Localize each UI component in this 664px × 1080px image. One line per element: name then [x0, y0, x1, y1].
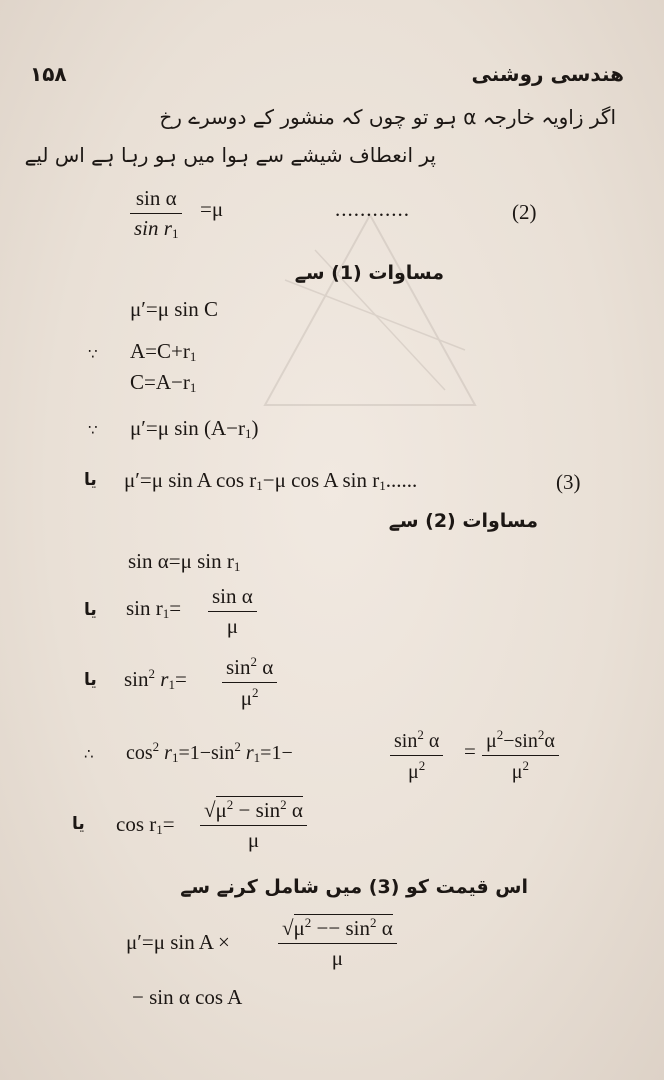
show-through-diagram	[255, 210, 485, 410]
final-lhs: μ′=μ sin A ×	[126, 930, 230, 954]
ya-2: یا	[84, 600, 97, 620]
from-eq2: مساوات (2) سے	[388, 510, 538, 532]
cos-r1-fraction	[200, 797, 307, 853]
eq2-dots: ............	[335, 197, 410, 221]
line-mu-prime-sinA-r1: μ′=μ $\sin (A-r_1)$	[130, 416, 259, 441]
line-mu-prime-sinC: μ′=μ sin C	[130, 297, 218, 321]
cos2-fraction-1-denominator: $\mu^2$	[408, 758, 426, 783]
page-number: ۱۵۸	[30, 62, 67, 86]
eq2-rhs: =μ	[200, 197, 224, 221]
ya-4: یا	[72, 814, 85, 834]
cos2-equals: =	[464, 739, 476, 763]
therefore-symbol: ∴	[84, 745, 94, 763]
sin2-r1-numerator: $\sin^2 \alpha$	[226, 654, 274, 679]
cos2-fraction-2	[482, 727, 559, 784]
sin-r1-denominator: μ	[226, 614, 239, 638]
cos-r1-radical: $√\mu^2 - \sin^2 \alpha$	[204, 797, 303, 822]
sin2-r1-lhs: $\sin^2 r_1=$	[124, 666, 187, 692]
intro-line-2: پر انعطاف شیشے سے ہوا میں ہو رہا ہے اس لیے	[24, 143, 436, 167]
line-sin-alpha: sin α=μ $\sin r_1$	[128, 549, 241, 574]
eq3-expansion: μ′=μ sin A $\cos r_1-\mu$ cos A $\sin r_1$......	[124, 468, 418, 493]
intro-line-1: اگر زاویہ خارجہ α ہو تو چوں کہ منشور کے دوسرے رخ	[159, 105, 616, 129]
eq2-label: (2)	[512, 200, 537, 224]
ya-3: یا	[84, 670, 97, 690]
from-eq1: مساوات (1) سے	[294, 262, 444, 284]
eq2-fraction	[130, 186, 182, 242]
sin2-r1-fraction	[222, 654, 277, 711]
line-A-eq: $A=C+r_1$	[130, 339, 197, 364]
running-title: هندسی روشنی	[471, 62, 624, 86]
sin2-r1-denominator: $\mu^2$	[240, 685, 259, 710]
final-denominator: μ	[331, 946, 344, 970]
sin-r1-lhs: $\sin r_1=$	[126, 596, 182, 621]
cos-r1-denominator: μ	[247, 828, 260, 852]
line-C-eq: $C=A-r_1$	[130, 370, 197, 395]
cos2-fraction-1	[390, 727, 443, 784]
sin-r1-numerator: sin α	[212, 584, 253, 608]
final-continuation: − sin α cos A	[132, 985, 243, 1009]
cos2-fraction-1-numerator: $\sin^2 \alpha$	[394, 727, 440, 752]
because-symbol-2: ∵	[88, 421, 98, 439]
cos2-fraction-2-denominator: $\mu^2$	[511, 758, 530, 783]
cos2-fraction-2-numerator: $\mu^2-\sin^2\alpha$	[486, 727, 555, 752]
eq3-label: (3)	[556, 470, 581, 494]
cos-r1-lhs: $\cos r_1=$	[116, 812, 175, 837]
ya-1: یا	[84, 470, 97, 490]
because-symbol-1: ∵	[88, 345, 98, 363]
substitute-sentence: اس قیمت کو (3) میں شامل کرنے سے	[180, 876, 528, 898]
final-radical: $√\mu^2 -- \sin^2 \alpha$	[282, 915, 393, 940]
cos2-r1-line: $\cos^2 r_1=1-\sin^2$ $r_1=1-$	[126, 739, 293, 765]
final-fraction	[278, 915, 397, 971]
eq2-numerator: sin α	[135, 186, 177, 210]
eq2-denominator: $\sin r_1$	[134, 216, 179, 241]
sin-r1-fraction	[208, 584, 257, 639]
